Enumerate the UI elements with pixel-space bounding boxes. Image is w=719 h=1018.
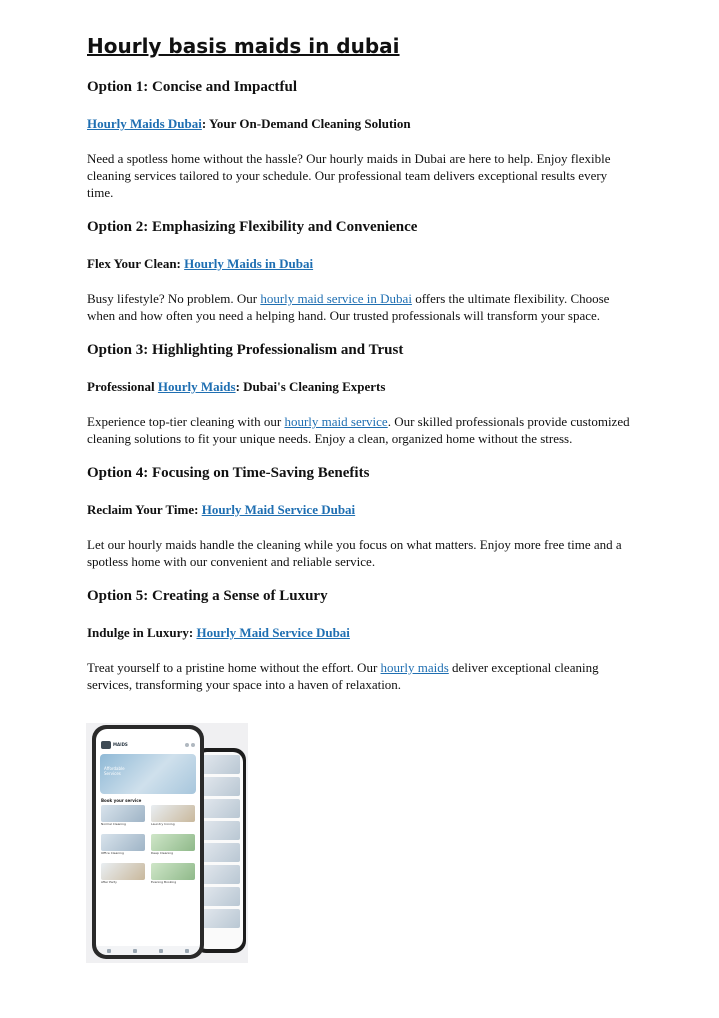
service-tile	[101, 863, 145, 889]
home-icon	[107, 949, 111, 953]
subheading-link[interactable]: Hourly Maids in Dubai	[184, 256, 314, 271]
option-3	[87, 341, 632, 447]
paragraph-link[interactable]: hourly maid service in Dubai	[260, 291, 412, 306]
subheading-link[interactable]: Hourly Maid Service Dubai	[201, 502, 356, 517]
back-screen-tile	[200, 909, 240, 928]
paragraph-text: Busy lifestyle? No problem. Our	[87, 291, 261, 306]
app-header	[96, 738, 200, 752]
back-screen-tile	[200, 777, 240, 796]
offers-icon	[159, 949, 163, 953]
logo-icon	[101, 741, 111, 749]
notification-icon	[185, 743, 189, 747]
option-subheading	[87, 624, 632, 641]
back-screen-tile	[200, 865, 240, 884]
option-subheading	[87, 255, 632, 272]
option-1	[87, 78, 632, 201]
service-tile	[151, 834, 195, 860]
back-screen-tile	[200, 799, 240, 818]
header-icons	[185, 743, 195, 747]
option-heading: Option 5: Creating a Sense of Luxury	[87, 588, 328, 604]
option-heading: Option 3: Highlighting Professionalism and Trust	[87, 342, 404, 358]
bottom-nav	[96, 946, 200, 955]
service-tile	[151, 863, 195, 889]
service-image	[101, 805, 145, 822]
paragraph-text: Experience top-tier cleaning with our	[87, 414, 285, 429]
option-subheading	[87, 378, 632, 395]
service-image	[151, 805, 195, 822]
option-paragraph	[87, 659, 632, 693]
subheading-link[interactable]: Hourly Maid Service Dubai	[196, 625, 350, 640]
option-subheading	[87, 501, 632, 518]
service-image	[101, 863, 145, 880]
service-image	[101, 834, 145, 851]
status-bar	[96, 729, 200, 738]
paragraph-text: Treat yourself to a pristine home without the effort. Our	[87, 660, 381, 675]
subheading-text: : Your On-Demand Cleaning Solution	[201, 116, 411, 131]
service-label: Deep Cleaning	[151, 851, 174, 855]
more-icon	[185, 949, 189, 953]
section-label: Book your service	[101, 798, 142, 803]
subheading-link[interactable]: Hourly Maids Dubai	[87, 116, 202, 131]
phone-mockup-image	[86, 723, 248, 963]
option-paragraph	[87, 290, 632, 324]
service-label: Evening Booking	[151, 880, 177, 884]
phone-front	[92, 725, 204, 959]
subheading-text: Indulge in Luxury:	[87, 625, 197, 640]
back-screen-tile	[200, 821, 240, 840]
service-image	[151, 863, 195, 880]
paragraph-text: deliver exceptional cleaning services, transforming your space into a haven of relaxation.	[87, 660, 599, 692]
paragraph-text: offers the ultimate flexibility. Choose when and how often you need a helping hand. Our trusted professionals will transform your space.	[87, 291, 610, 323]
app-brand: MAIDS	[113, 742, 128, 747]
profile-icon	[191, 743, 195, 747]
option-heading: Option 2: Emphasizing Flexibility and Convenience	[87, 219, 418, 235]
option-paragraph: Need a spotless home without the hassle? Our hourly maids in Dubai are here to help. Enjoy flexible cleaning services tailored to your schedule. Our professional team delivers exceptional results every time.	[87, 151, 611, 200]
subheading-text: Professional	[87, 379, 158, 394]
subheading-text: Reclaim Your Time:	[87, 502, 202, 517]
option-subheading	[87, 115, 632, 132]
subheading-text: Flex Your Clean:	[87, 256, 185, 271]
option-heading: Option 4: Focusing on Time-Saving Benefits	[87, 465, 370, 481]
option-5	[87, 587, 632, 693]
back-screen-tile	[200, 887, 240, 906]
service-label: After Party	[101, 880, 117, 884]
service-grid	[96, 805, 200, 889]
option-paragraph: Let our hourly maids handle the cleaning while you focus on what matters. Enjoy more free time and a spotless home with our convenient and reliable service.	[87, 537, 622, 569]
bookings-icon	[133, 949, 137, 953]
option-paragraph	[87, 413, 632, 447]
paragraph-link[interactable]: hourly maid service	[284, 414, 388, 429]
service-label: Laundry Ironing	[151, 822, 175, 826]
service-image	[151, 834, 195, 851]
page-title: Hourly basis maids in dubai	[87, 34, 400, 58]
back-screen-tile	[200, 843, 240, 862]
paragraph-text: . Our skilled professionals provide customized cleaning solutions to fit your unique needs. Enjoy a clean, organized home without the stress.	[87, 414, 630, 446]
service-tile	[101, 834, 145, 860]
paragraph-link[interactable]: hourly maids	[380, 660, 449, 675]
option-4	[87, 464, 632, 570]
phone-screen	[96, 729, 200, 955]
subheading-link[interactable]: Hourly Maids	[157, 379, 236, 394]
back-screen-tile	[200, 755, 240, 774]
banner-text: Affordable Services	[104, 766, 125, 776]
service-tile	[151, 805, 195, 831]
service-label: Normal Cleaning	[101, 822, 126, 826]
option-2	[87, 218, 632, 324]
app-banner	[100, 754, 196, 794]
content	[87, 78, 632, 710]
option-heading: Option 1: Concise and Impactful	[87, 79, 298, 95]
service-label: Office Cleaning	[101, 851, 124, 855]
service-tile	[101, 805, 145, 831]
subheading-text: : Dubai's Cleaning Experts	[235, 379, 386, 394]
